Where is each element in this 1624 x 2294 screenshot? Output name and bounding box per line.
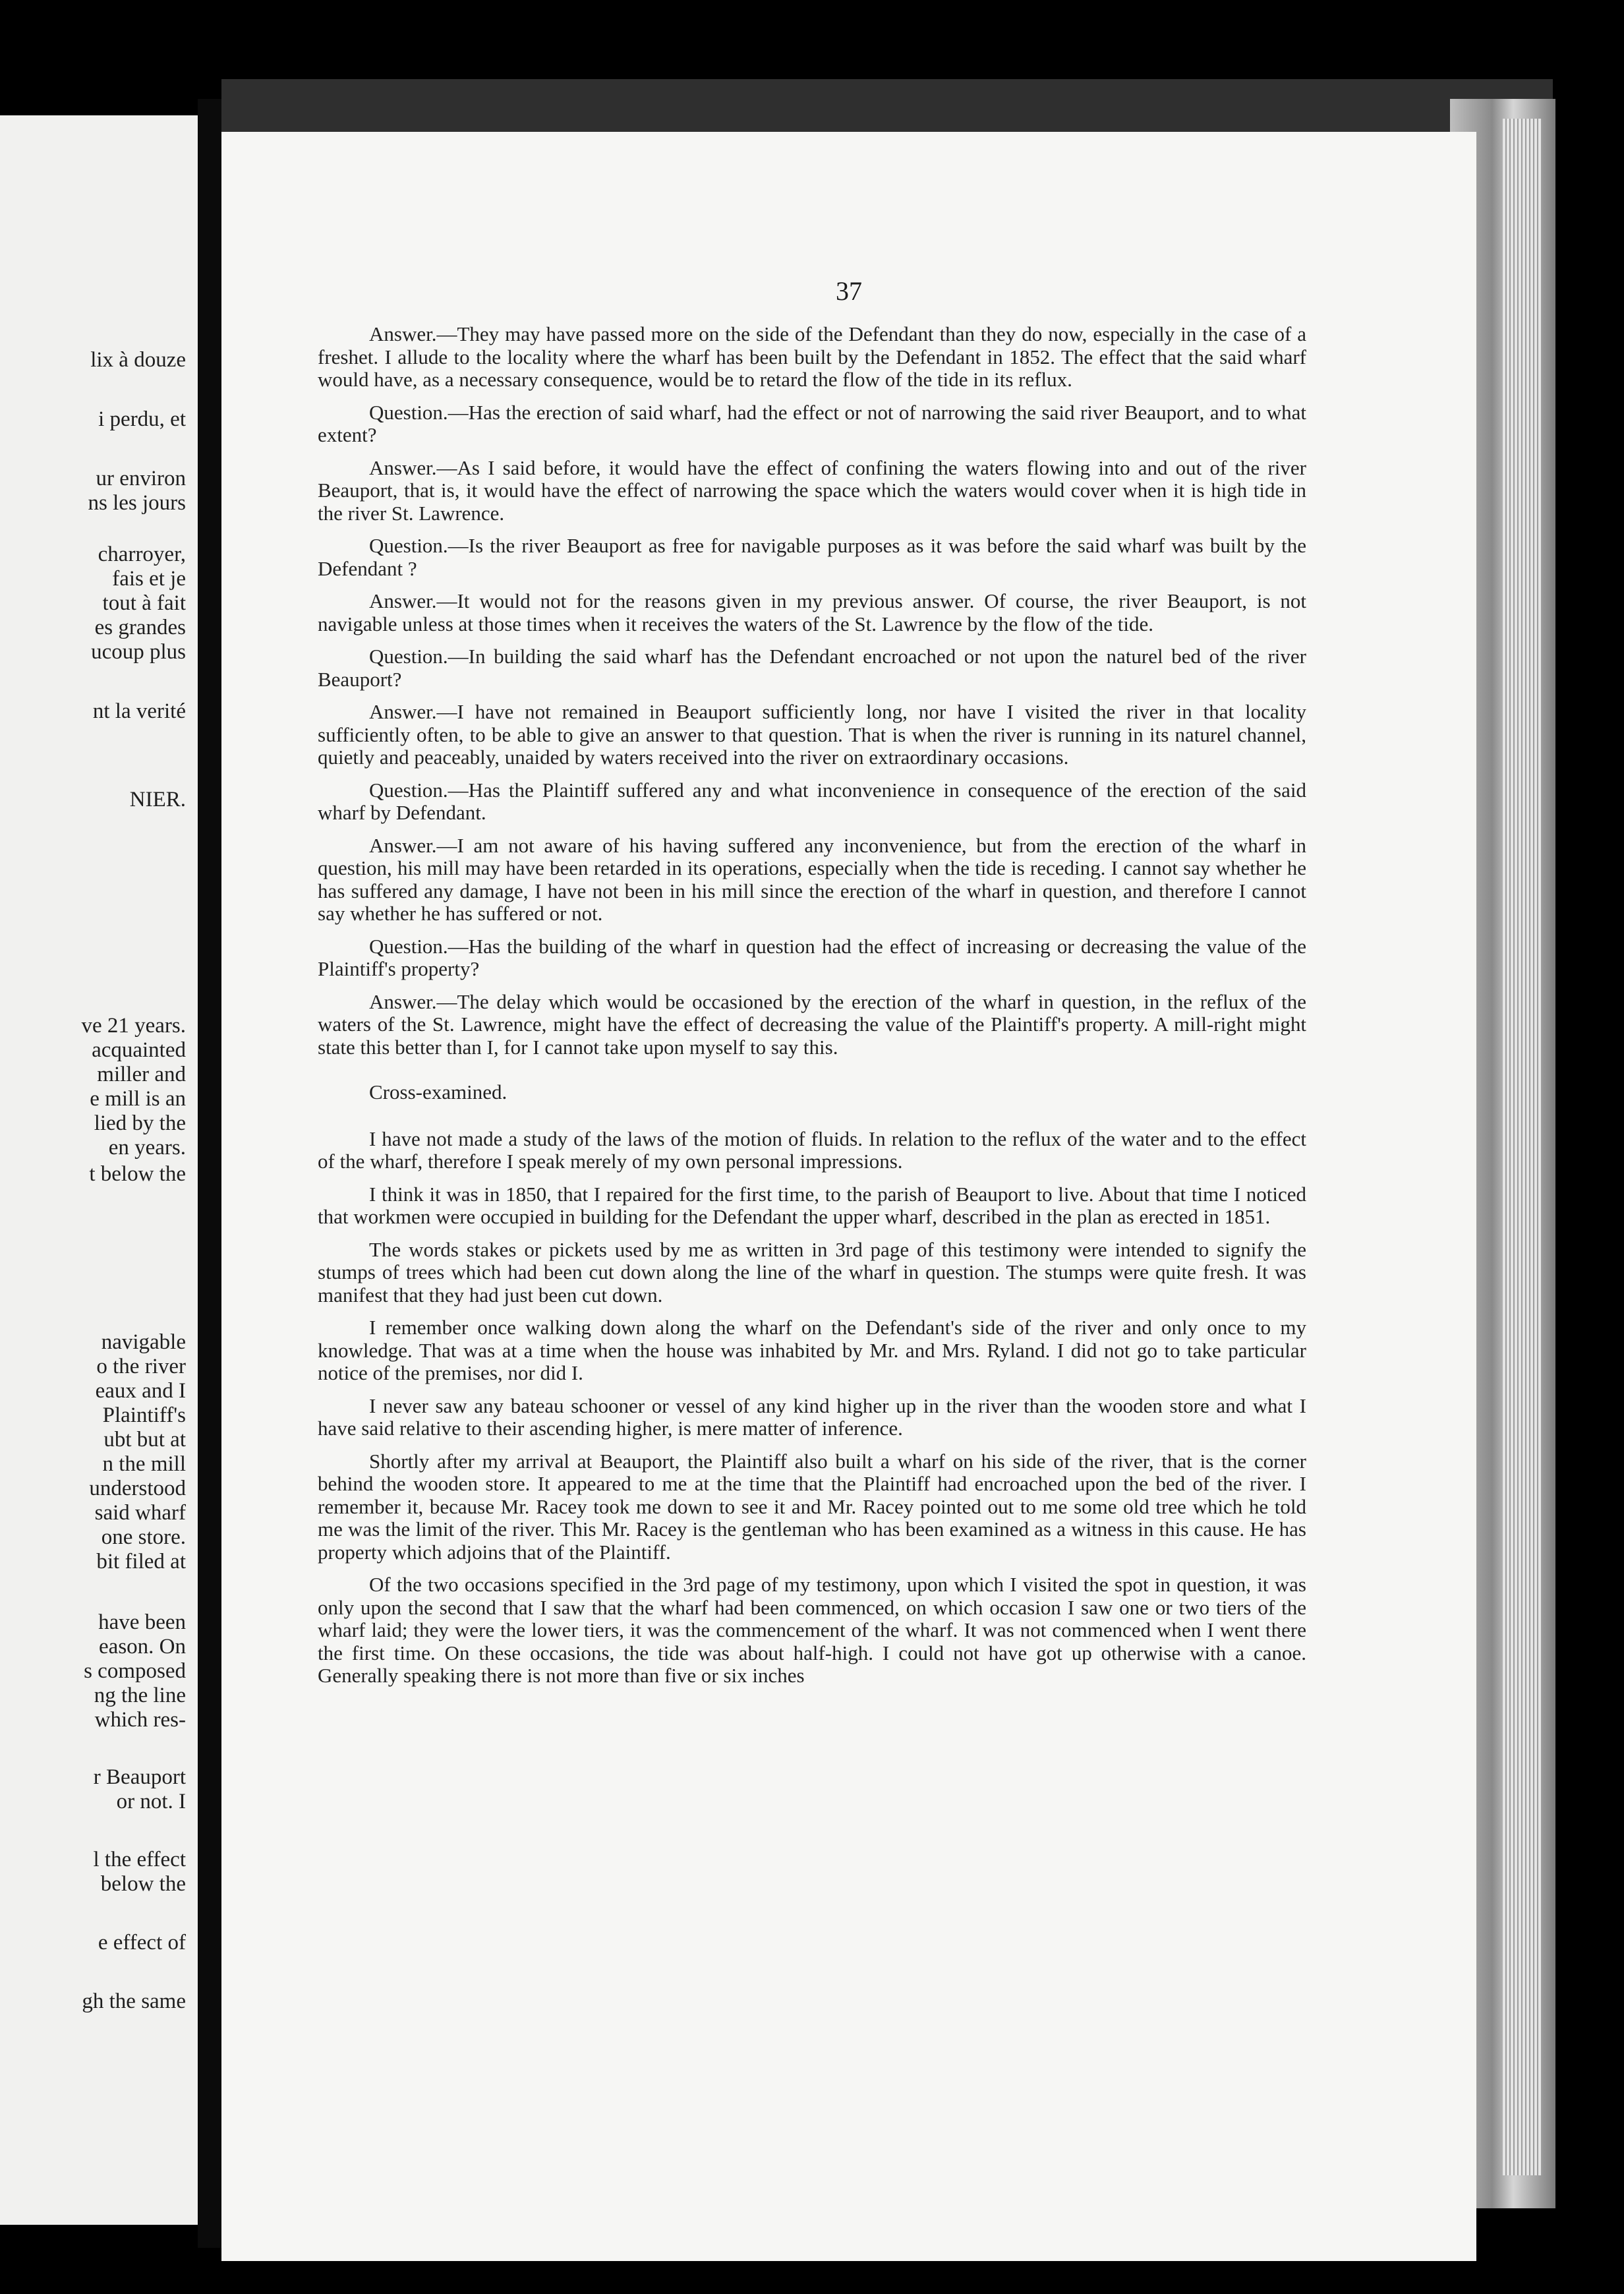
facing-page-fragment: e mill is an [90, 1087, 186, 1111]
facing-page-fragment: e effect of [98, 1931, 186, 1955]
paragraph: Answer.—As I said before, it would have the effect of confining the waters flowing into and out of the river Beauport, that is, it would have the effect of narrowing the space which the waters would cover when it is high tide in the river St. Lawrence. [318, 456, 1306, 525]
facing-page-fragment: which res- [94, 1708, 186, 1732]
paragraph: I never saw any bateau schooner or vessel of any kind higher up in the river than the wooden store and what I have said relative to their ascending higher, is mere matter of inference. [318, 1394, 1306, 1440]
facing-page-fragment: ng the line [94, 1684, 186, 1707]
top-binding-edge [221, 79, 1553, 138]
facing-page-fragment: charroyer, [98, 543, 186, 566]
facing-page-fragment: t below the [89, 1162, 186, 1186]
facing-page-fragment: nt la verité [92, 699, 186, 723]
facing-page-fragment: eason. On [99, 1635, 186, 1659]
paragraph: Shortly after my arrival at Beauport, the Plaintiff also built a wharf on his side of the river, that is the corner behind the wooden store. It appeared to me at the time that the Plaintiff had encroached upon the bed of the river. I remember it, because Mr. Racey took me down to see it and Mr. Racey pointed out to me some old tree which he told me was the limit of the river. This Mr. Racey is the gentleman who has been examined as a witness in this cause. He has property which adjoins that of the Plaintiff. [318, 1449, 1306, 1564]
facing-page-fragment: en years. [108, 1136, 186, 1160]
facing-page-fragment: fais et je [112, 567, 186, 591]
facing-page-fragment: ns les jours [88, 491, 186, 515]
facing-page-fragment: or not. I [116, 1790, 186, 1813]
facing-page-fragment: Plaintiff's [102, 1403, 186, 1427]
paragraph: Of the two occasions specified in the 3rd page of my testimony, upon which I visited the spot in question, it was only upon the second that I saw that the wharf had been commenced, on which occasion I saw one or two tiers of the wharf laid; they were the lower tiers, it was the commencement of the wharf. It was not commenced when I went there the first time. On these occasions, the tide was about half-high. I could not have got up otherwise with a canoe. Generally speaking there is not more than five or six inches [318, 1573, 1306, 1687]
facing-page-fragment: eaux and I [95, 1379, 186, 1403]
facing-page-fragment: gh the same [82, 1989, 186, 2013]
paragraph: Question.—Has the building of the wharf in question had the effect of increasing or decreasing the value of the Plaintiff's property? [318, 934, 1306, 980]
paragraph: Answer.—It would not for the reasons given in my previous answer. Of course, the river Beauport, is not navigable unless at those times when it receives the waters of the St. Lawrence by the flow of the tide. [318, 589, 1306, 635]
facing-page-fragment: ubt but at [103, 1428, 186, 1452]
facing-page-fragment: have been [98, 1610, 186, 1634]
facing-page-fragment: l the effect [93, 1848, 186, 1871]
facing-page-fragment: miller and [97, 1063, 186, 1086]
section-heading: Cross-examined. [369, 1080, 508, 1103]
paragraph: I think it was in 1850, that I repaired for the first time, to the parish of Beauport to live. About that time I noticed that workmen were occupied in building for the Defendant the upper wharf, described in the plan as erected in 1851. [318, 1182, 1306, 1228]
paragraph: Question.—Has the Plaintiff suffered any and what inconvenience in consequence of the erection of the said wharf by Defendant. [318, 778, 1306, 824]
facing-page-fragment: es grandes [94, 616, 186, 639]
document-page [221, 132, 1476, 2261]
facing-page-fragment: bit filed at [96, 1550, 186, 1573]
facing-page-fragment: one store. [101, 1525, 186, 1549]
testimony-text [318, 323, 1306, 1697]
facing-page-fragment: below the [100, 1872, 186, 1896]
facing-page-fragment: understood [89, 1477, 186, 1500]
facing-page-fragment: lix à douze [90, 348, 186, 372]
facing-page-fragment: i perdu, et [98, 407, 186, 431]
paragraph: Question.—Is the river Beauport as free for navigable purposes as it was before the said wharf was built by the Defendant ? [318, 534, 1306, 580]
facing-page-fragment: acquainted [92, 1038, 186, 1062]
paragraph: I remember once walking down along the wharf on the Defendant's side of the river and only once to my knowledge. That was at a time when the house was inhabited by Mr. and Mrs. Ryland. I did not go to take particular notice of the premises, nor did I. [318, 1316, 1306, 1384]
paragraph: Answer.—They may have passed more on the side of the Defendant than they do now, especially in the case of a freshet. I allude to the locality where the wharf has been built by the Defendant in 1852. The effect that the said wharf would have, as a necessary consequence, would be to retard the flow of the tide in its reflux. [318, 322, 1306, 391]
facing-page-fragment: s composed [84, 1659, 186, 1683]
paragraph: Answer.—The delay which would be occasioned by the erection of the wharf in question, in the reflux of the waters of the St. Lawrence, might have the effect of decreasing the value of the Plaintiff's property. A mill-right might state this better than I, for I cannot take upon myself to say this. [318, 989, 1306, 1059]
paragraph: Question.—Has the erection of said wharf, had the effect or not of narrowing the said river Beauport, and to what extent? [318, 400, 1306, 446]
facing-page-fragment: ucoup plus [91, 640, 186, 664]
paragraph: The words stakes or pickets used by me as written in 3rd page of this testimony were intended to signify the stumps of trees which had been cut down along the line of the wharf in question. The stumps were quite fresh. It was manifest that they had just been cut down. [318, 1237, 1306, 1307]
facing-page-fragment: ur environ [96, 467, 186, 490]
facing-page-fragment: tout à fait [102, 591, 186, 615]
facing-page-fragment: o the river [96, 1355, 186, 1378]
paragraph: Answer.—I am not aware of his having suffered any inconvenience, but from the erection of the wharf in question, his mill may have been retarded in its operations, especially when the tide is receding. I cannot say whether he has suffered any damage, I have not been in his mill since the erection of the wharf in question, and therefore I cannot say whether he has suffered or not. [318, 833, 1306, 925]
facing-page-fragment: NIER. [129, 788, 186, 811]
facing-page-fragment: n the mill [102, 1452, 186, 1476]
paragraph: Answer.—I have not remained in Beauport sufficiently long, nor have I visited the river in that locality sufficiently often, to be able to give an answer to that question. That is when the river is running in its naturel channel, quietly and peaceably, unaided by waters received into the river on extraordinary occasions. [318, 700, 1306, 769]
facing-page [0, 115, 198, 2225]
facing-page-fragment: r Beauport [93, 1765, 186, 1789]
page-number: 37 [836, 276, 862, 306]
facing-page-fragment: lied by the [94, 1111, 186, 1135]
facing-page-fragment: navigable [101, 1330, 186, 1354]
paragraph: Question.—In building the said wharf has the Defendant encroached or not upon the naturel bed of the river Beauport? [318, 645, 1306, 691]
book-gutter [198, 99, 221, 2248]
facing-page-fragment: said wharf [94, 1501, 186, 1525]
page-stack-edge-lines [1503, 119, 1542, 2175]
facing-page-fragment: ve 21 years. [81, 1014, 186, 1038]
paragraph: I have not made a study of the laws of the motion of fluids. In relation to the reflux of the water and to the effect of the wharf, therefore I speak merely of my own personal impressions. [318, 1127, 1306, 1173]
